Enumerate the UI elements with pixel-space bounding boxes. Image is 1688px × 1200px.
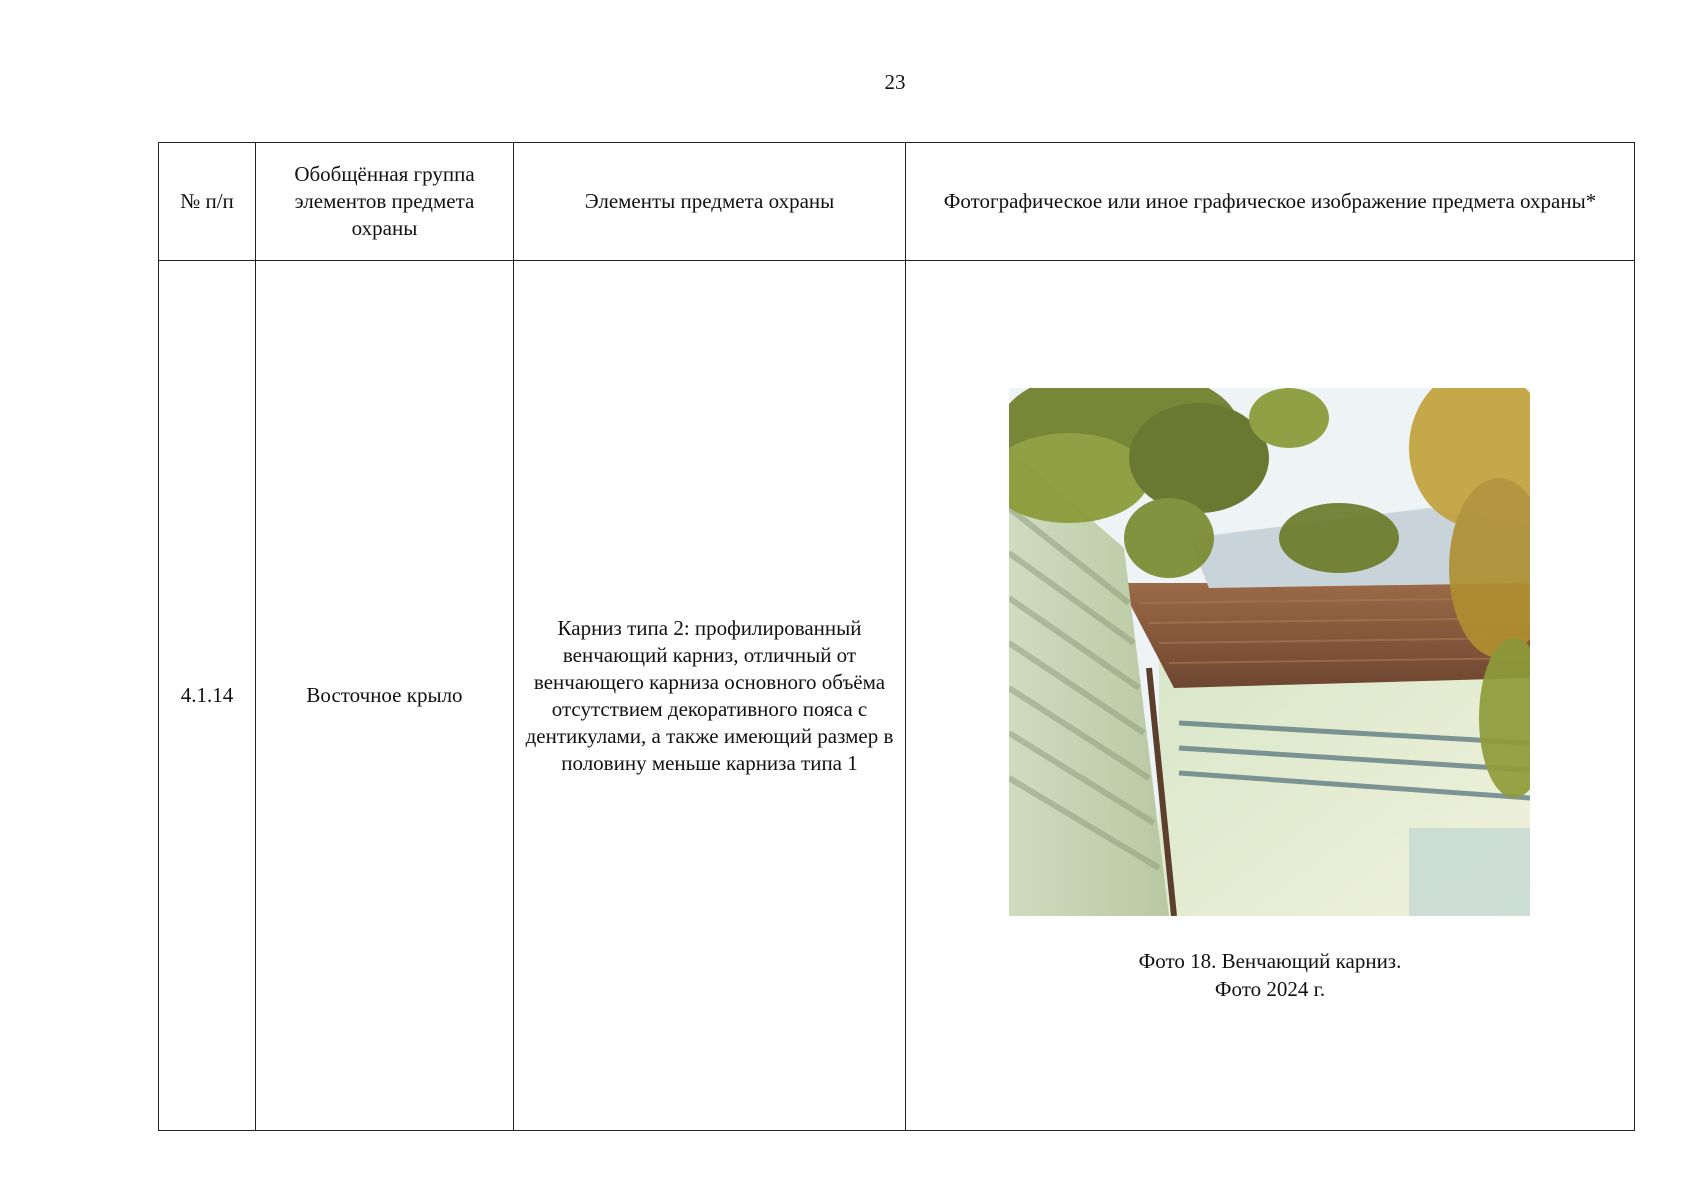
photo-caption-line1: Фото 18. Венчающий карниз. (1138, 949, 1402, 973)
header-image: Фотографическое или иное графическое изображение предмета охраны* (906, 143, 1635, 261)
cornice-photo-image (1009, 388, 1530, 916)
photo-caption (906, 947, 1634, 1003)
photo-caption-line2: Фото 2024 г. (1214, 977, 1326, 1001)
cornice-photo (1009, 388, 1530, 916)
page-number: 23 (884, 70, 906, 94)
header-group: Обобщённая группа элементов предмета охраны (256, 143, 514, 261)
protection-table (158, 142, 1635, 1131)
table-row (159, 261, 1635, 1131)
table-header-row (159, 143, 1635, 261)
row-number: 4.1.14 (159, 261, 256, 1131)
row-elements: Карниз типа 2: профилированный венчающий карниз, отличный от венчающего карниза основного объёма отсутствием декоративного пояса с дентикулами, а также имеющий размер в половину меньше карниза типа 1 (514, 261, 906, 1131)
row-group: Восточное крыло (256, 261, 514, 1131)
header-number: № п/п (159, 143, 256, 261)
row-photo-cell (906, 261, 1635, 1131)
header-elements: Элементы предмета охраны (514, 143, 906, 261)
